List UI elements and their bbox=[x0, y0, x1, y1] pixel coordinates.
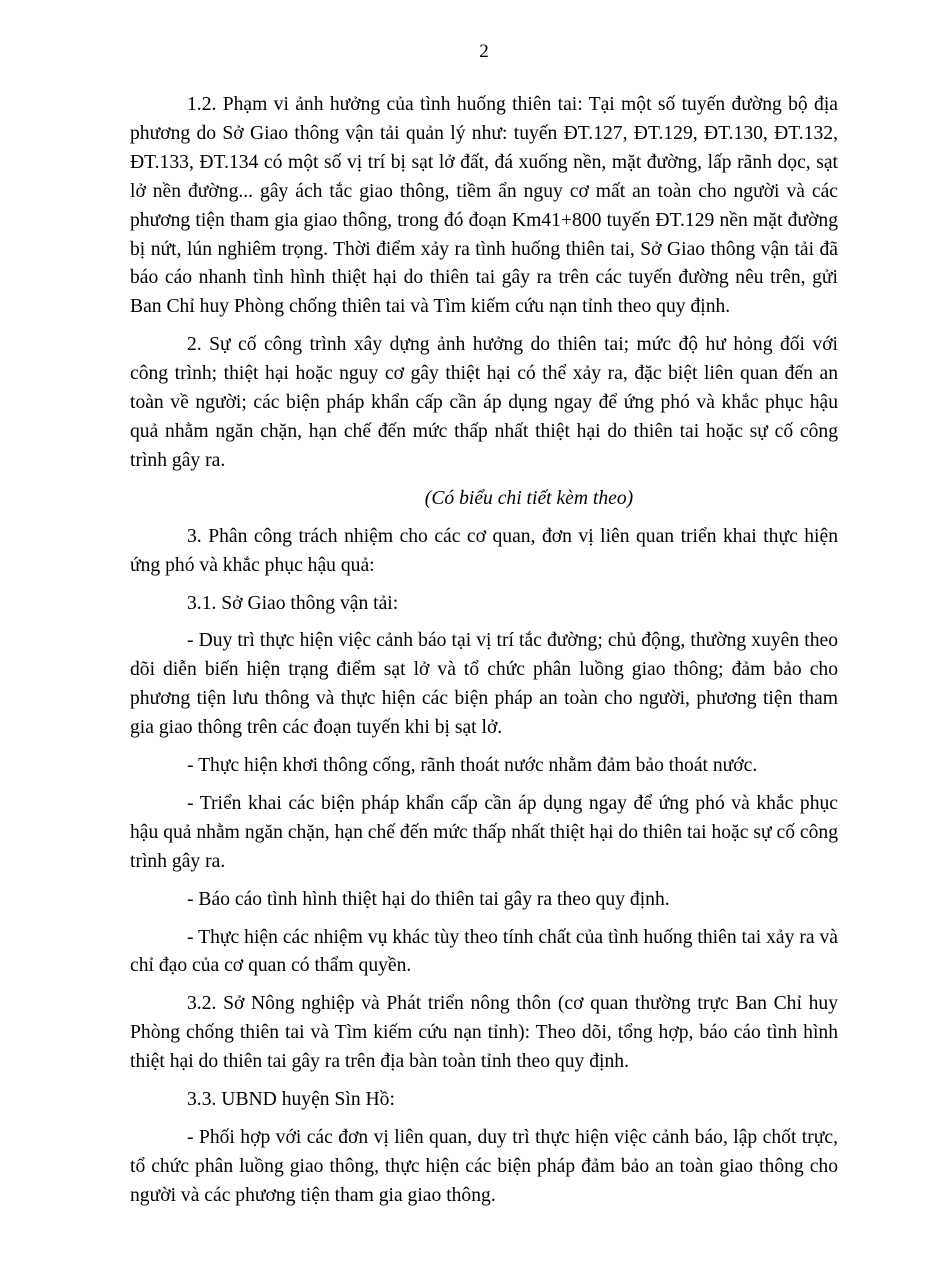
document-page bbox=[130, 38, 838, 1220]
list-item-3-1-3: - Triển khai các biện pháp khẩn cấp cần áp dụng ngay để ứng phó và khắc phục hậu quả nhằm ngăn chặn, hạn chế đến mức thấp nhất thiệt hại do thiên tai hoặc sự cố công trình gây ra. bbox=[130, 792, 838, 872]
list-item-3-1-2: - Thực hiện khơi thông cống, rãnh thoát nước nhằm đảm bảo thoát nước. bbox=[187, 755, 758, 777]
paragraph-section-2: 2. Sự cố công trình xây dựng ảnh hưởng do thiên tai; mức độ hư hỏng đối với công trình; thiệt hại hoặc nguy cơ gây thiệt hại có thể xảy ra, đặc biệt liên quan đến an toàn về người; các biện pháp khẩn cấp cần áp dụng ngay để ứng phó và khắc phục hậu quả nhằm ngăn chặn, hạn chế đến mức thấp nhất thiệt hại do thiên tai hoặc sự cố công trình gây ra. bbox=[130, 334, 838, 471]
attachment-note: (Có biểu chi tiết kèm theo) bbox=[424, 487, 634, 509]
heading-section-3-3: 3.3. UBND huyện Sìn Hồ: bbox=[187, 1089, 395, 1111]
list-item-3-3-1: - Phối hợp với các đơn vị liên quan, duy trì thực hiện việc cảnh báo, lập chốt trực, tổ chức phân luồng giao thông, thực hiện các biện pháp đảm bảo an toàn giao thông cho người và các phương tiện tham gia giao thông. bbox=[130, 1127, 838, 1206]
heading-section-3-1: 3.1. Sở Giao thông vận tải: bbox=[187, 592, 399, 614]
list-item-3-1-4: - Báo cáo tình hình thiệt hại do thiên tai gây ra theo quy định. bbox=[187, 888, 670, 910]
paragraph-section-3-2: 3.2. Sở Nông nghiệp và Phát triển nông thôn (cơ quan thường trực Ban Chỉ huy Phòng chống thiên tai và Tìm kiếm cứu nạn tỉnh): Theo dõi, tổng hợp, báo cáo tình hình thiệt hại do thiên tai gây ra trên địa bàn toàn tỉnh theo quy định. bbox=[130, 993, 838, 1073]
list-item-3-1-1: - Duy trì thực hiện việc cảnh báo tại vị trí tắc đường; chủ động, thường xuyên theo dõi diễn biến hiện trạng điểm sạt lở và tổ chức phân luồng giao thông; đảm bảo cho phương tiện lưu thông và thực hiện các biện pháp an toàn cho người, phương tiện tham gia giao thông trên các đoạn tuyến khi bị sạt lở. bbox=[130, 630, 838, 739]
page-number: 2 bbox=[479, 41, 489, 62]
list-item-3-1-5: - Thực hiện các nhiệm vụ khác tùy theo tính chất của tình huống thiên tai xảy ra và chỉ đạo của cơ quan có thẩm quyền. bbox=[130, 926, 838, 977]
paragraph-section-3: 3. Phân công trách nhiệm cho các cơ quan, đơn vị liên quan triển khai thực hiện ứng phó và khắc phục hậu quả: bbox=[130, 525, 838, 576]
paragraph-section-1-2: 1.2. Phạm vi ảnh hưởng của tình huống thiên tai: Tại một số tuyến đường bộ địa phương do Sở Giao thông vận tải quản lý như: tuyến ĐT.127, ĐT.129, ĐT.130, ĐT.132, ĐT.133, ĐT.134 có một số vị trí bị sạt lở đất, đá xuống nền, mặt đường, lấp rãnh dọc, sạt lở nền đường... gây ách tắc giao thông, tiềm ẩn nguy cơ mất an toàn cho người và các phương tiện tham gia giao thông, trong đó đoạn Km41+800 tuyến ĐT.129 nền mặt đường bị nứt, lún nghiêm trọng. Thời điểm xảy ra tình huống thiên tai, Sở Giao thông vận tải đã báo cáo nhanh tình hình thiệt hại do thiên tai gây ra trên các tuyến đường nêu trên, gửi Ban Chỉ huy Phòng chống thiên tai và Tìm kiếm cứu nạn tỉnh theo quy định. bbox=[130, 94, 838, 318]
